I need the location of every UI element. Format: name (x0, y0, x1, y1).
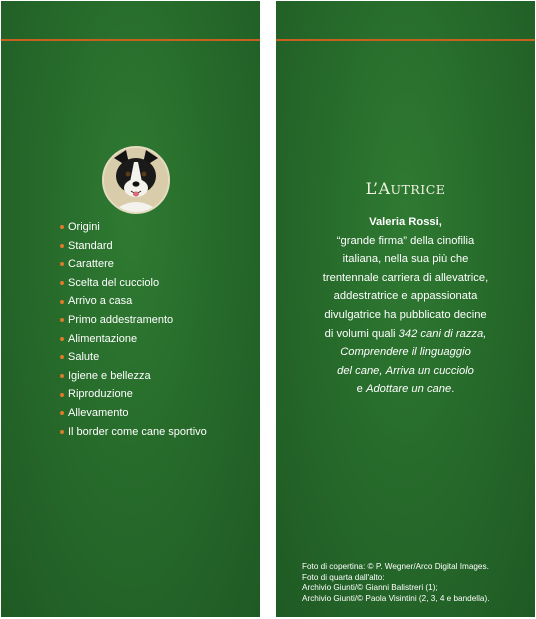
heading-small-caps: UTRICE (390, 182, 446, 197)
credit-line: Foto di copertina: © P. Wegner/Arco Digital Images. (302, 562, 489, 571)
list-item (60, 255, 207, 274)
bullet-icon (60, 411, 64, 415)
author-name: Valeria Rossi, (369, 216, 442, 228)
credit-line: Archivio Giunti/© Gianni Balistreri (1); (302, 583, 438, 593)
bullet-icon (60, 281, 64, 285)
bullet-icon (60, 337, 64, 341)
photo-credits (302, 562, 489, 604)
right-flap-panel (276, 1, 535, 617)
list-item-label: Arrivo a casa (68, 295, 133, 308)
bullet-icon (60, 300, 64, 304)
section-heading (276, 179, 535, 198)
bullet-icon (60, 430, 64, 434)
list-item-label: Alimentazione (68, 332, 138, 345)
credit-line: Foto di quarta dall'alto: (302, 572, 385, 582)
list-item (60, 367, 207, 386)
list-item (60, 348, 207, 367)
list-item (60, 237, 207, 256)
bullet-icon (60, 262, 64, 266)
list-item (60, 404, 207, 423)
bullet-icon (60, 244, 64, 248)
bullet-icon (60, 393, 64, 397)
bullet-icon (60, 225, 64, 229)
bullet-icon (60, 374, 64, 378)
list-item (60, 330, 207, 349)
bio-line: di volumi quali (324, 327, 399, 340)
bullet-icon (60, 318, 64, 322)
book-title: Comprendere il linguaggio (340, 346, 471, 359)
bio-line: trentennale carriera di allevatrice, (322, 271, 489, 284)
list-item-label: Igiene e bellezza (68, 369, 151, 382)
list-item (60, 274, 207, 293)
top-divider-line (1, 39, 260, 41)
list-item-label: Riproduzione (68, 388, 133, 401)
bio-end: . (451, 383, 455, 396)
list-item (60, 423, 207, 442)
list-item (60, 218, 207, 237)
author-bio (276, 213, 535, 399)
bio-joiner: e (356, 383, 363, 396)
list-item-label: Standard (68, 239, 113, 252)
list-item-label: Primo addestramento (68, 313, 174, 326)
bullet-icon (60, 355, 64, 359)
left-flap-panel (1, 1, 260, 617)
list-item (60, 385, 207, 404)
list-item (60, 311, 207, 330)
list-item-label: Allevamento (68, 406, 129, 419)
list-item (60, 292, 207, 311)
list-item-label: Origini (68, 221, 100, 233)
heading-initial: L’A (365, 179, 391, 198)
bio-line: divulgatrice ha pubblicato decine (324, 308, 487, 321)
bio-line: italiana, nella sua più che (342, 253, 469, 266)
book-title: Arriva un cucciolo (385, 364, 474, 377)
contents-list (60, 218, 207, 441)
top-divider-line (276, 39, 535, 41)
credit-line: Archivio Giunti/© Paola Visintini (2, 3, 4 e bandella). (302, 593, 490, 603)
bio-line: addestratrice e appassionata (333, 290, 478, 303)
book-title: Adottare un cane (366, 383, 452, 396)
list-item-label: Salute (68, 351, 100, 364)
border-collie-photo (102, 146, 170, 214)
dog-portrait-image (104, 148, 168, 212)
list-item-label: Il border come cane sportivo (68, 425, 207, 438)
bio-line: “grande firma” della cinofilia (336, 234, 475, 247)
list-item-label: Scelta del cucciolo (68, 276, 160, 289)
book-title: del cane, (337, 364, 383, 377)
list-item-label: Carattere (68, 258, 114, 271)
book-title: 342 cani di razza, (398, 327, 487, 340)
